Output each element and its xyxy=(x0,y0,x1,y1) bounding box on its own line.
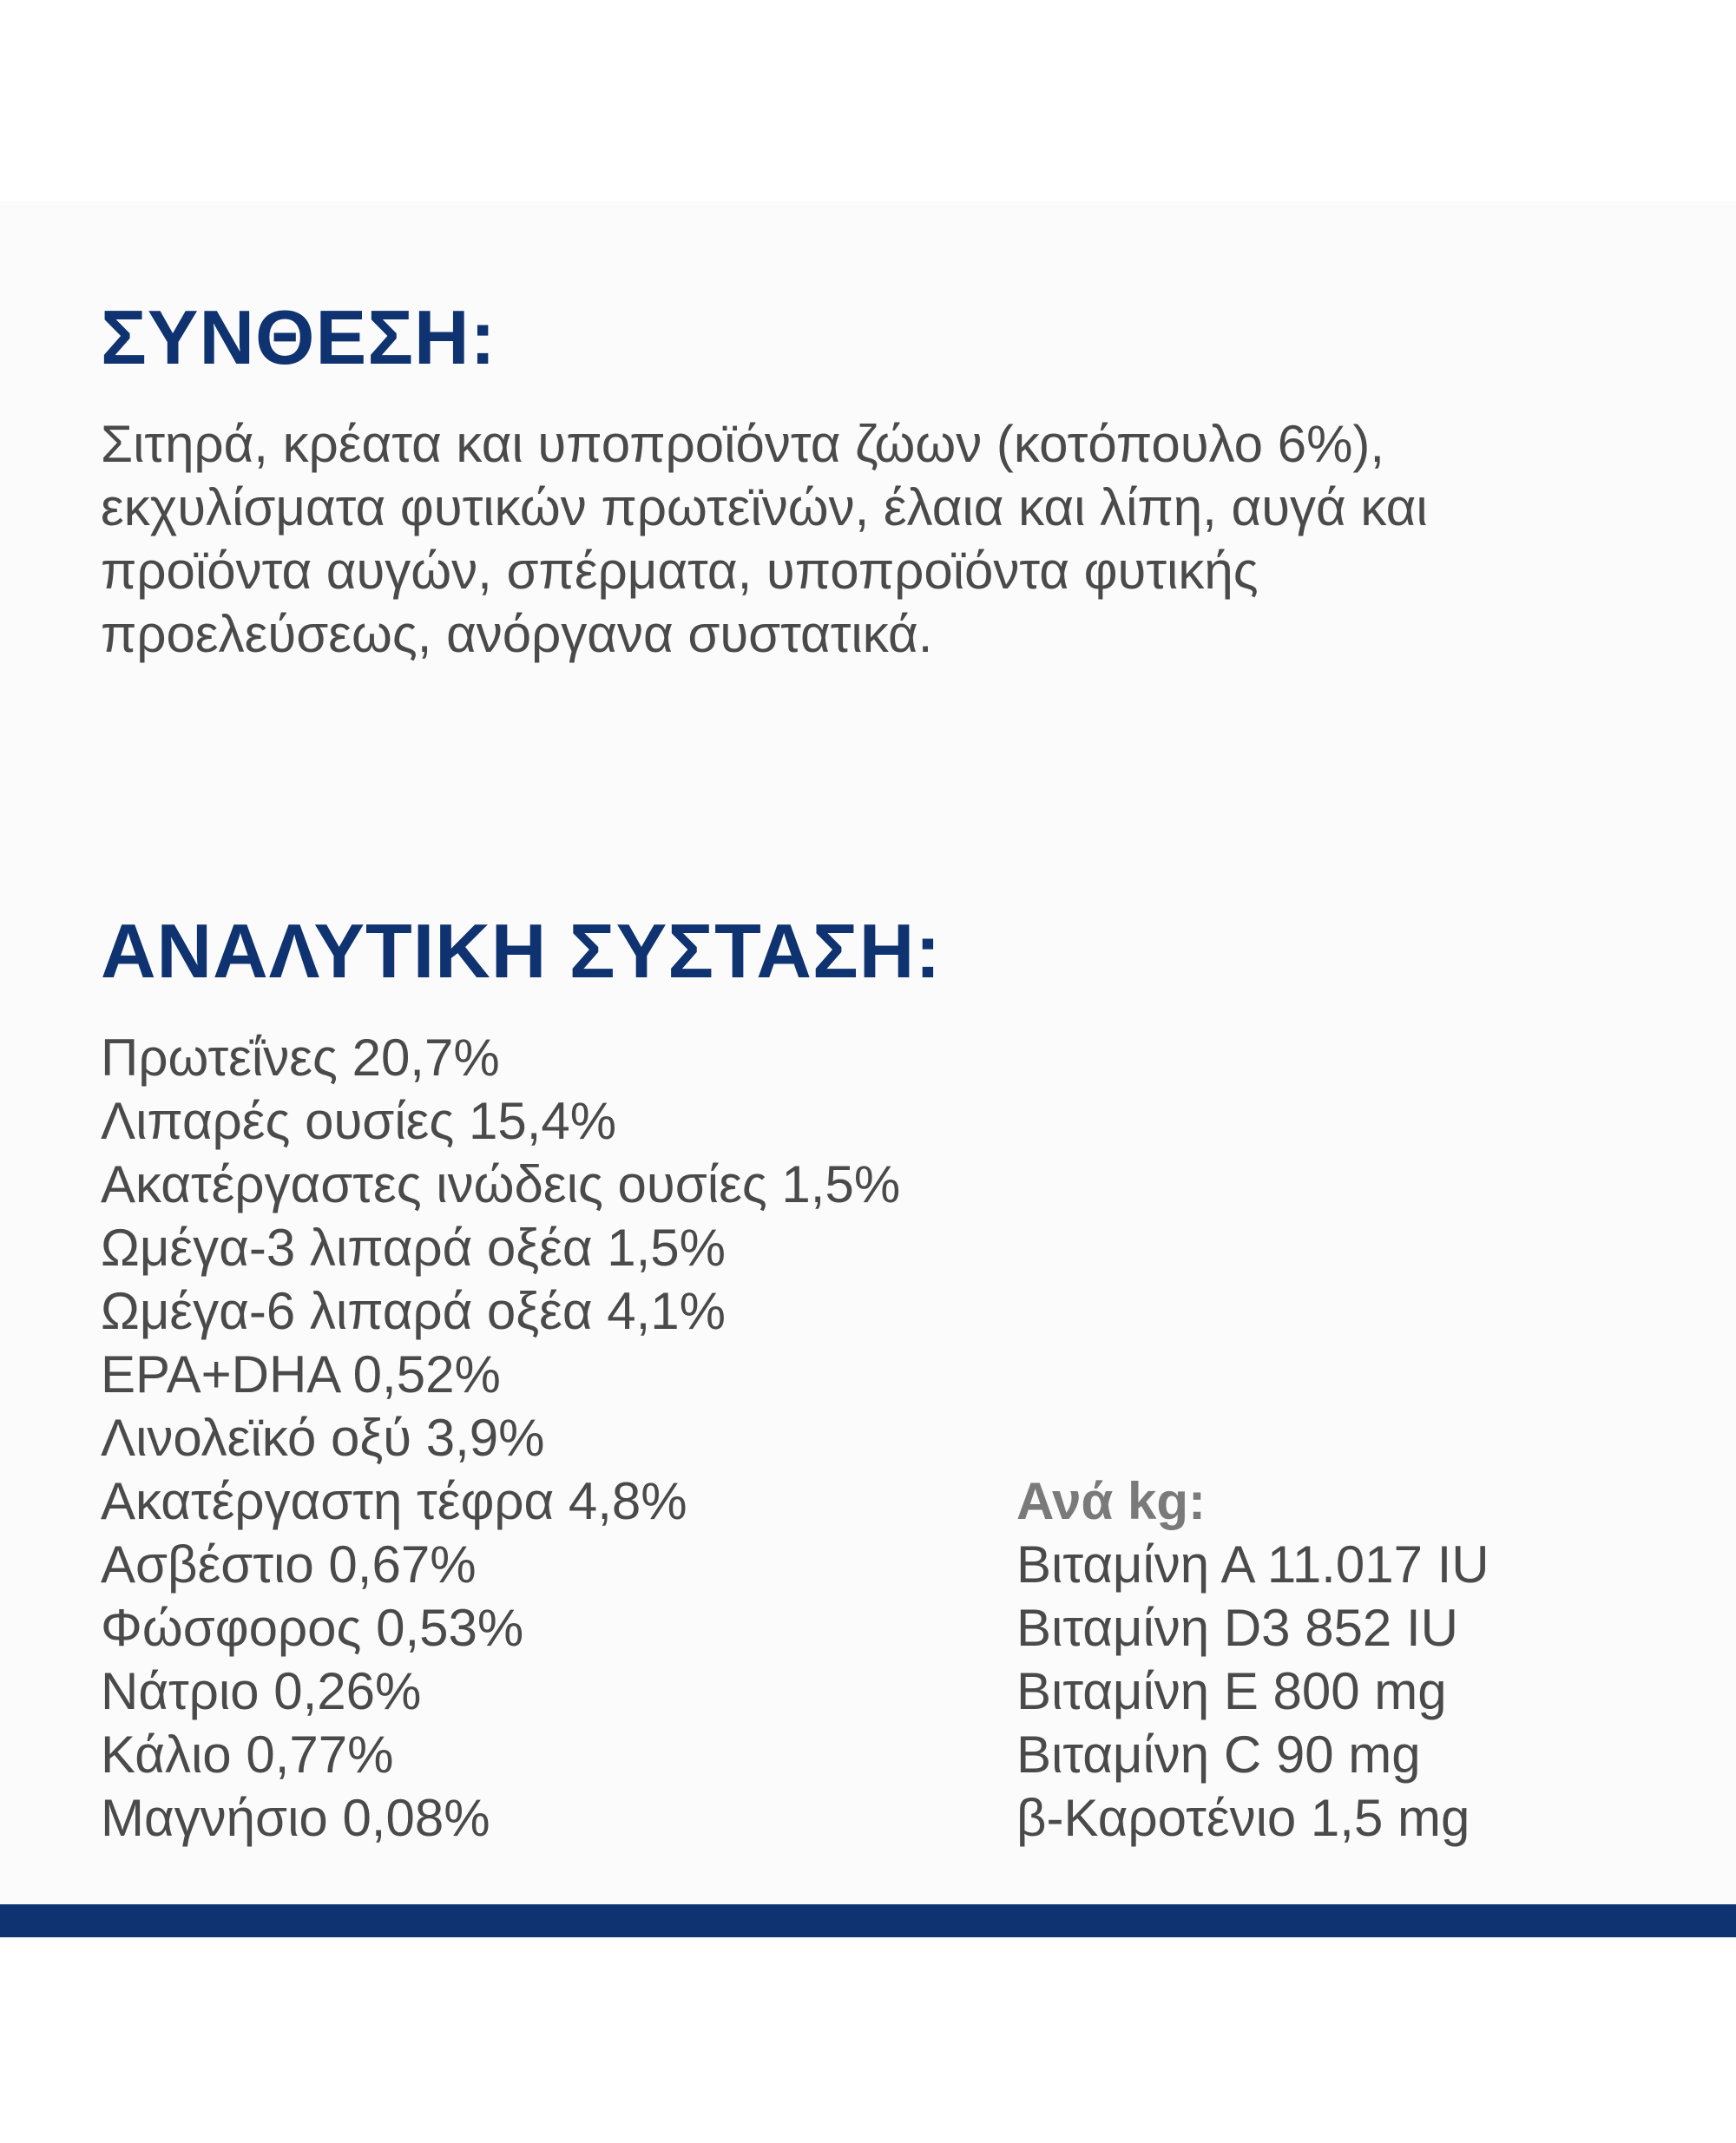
composition-line: προϊόντα αυγών, σπέρματα, υποπροϊόντα φυτικής xyxy=(101,542,1259,600)
analytical-item: Λιπαρές ουσίες 15,4% xyxy=(101,1092,617,1150)
analytical-heading: ΑΝΑΛΥΤΙΚΗ ΣΥΣΤΑΣΗ: xyxy=(101,908,942,994)
vitamin-item: Βιταμίνη C 90 mg xyxy=(1016,1726,1421,1784)
analytical-list xyxy=(101,1026,900,1850)
analytical-item: Ωμέγα-6 λιπαρά οξέα 4,1% xyxy=(101,1282,727,1340)
vitamin-item: Βιταμίνη D3 852 IU xyxy=(1016,1599,1458,1657)
analytical-item: Ακατέργαστες ινώδεις ουσίες 1,5% xyxy=(101,1155,901,1213)
analytical-item: Μαγνήσιο 0,08% xyxy=(101,1789,490,1847)
composition-line: προελεύσεως, ανόργανα συστατικά. xyxy=(101,605,933,663)
analytical-item: Πρωτεΐνες 20,7% xyxy=(101,1029,500,1087)
analytical-item: Νάτριο 0,26% xyxy=(101,1662,422,1720)
analytical-item: Ωμέγα-3 λιπαρά οξέα 1,5% xyxy=(101,1219,727,1277)
vitamins-header: Ανά kg: xyxy=(1016,1472,1207,1530)
analytical-item: Λινολεϊκό οξύ 3,9% xyxy=(101,1409,545,1467)
vitamin-item: Βιταμίνη Α 11.017 IU xyxy=(1016,1535,1489,1594)
composition-line: εκχυλίσματα φυτικών πρωτεϊνών, έλαια και λίπη, αυγά και xyxy=(101,478,1428,536)
vitamin-item: Βιταμίνη Ε 800 mg xyxy=(1016,1662,1447,1720)
footer-bar xyxy=(0,1904,1736,1937)
vitamin-item: β-Καροτένιο 1,5 mg xyxy=(1016,1789,1470,1847)
analytical-item: Ακατέργαστη τέφρα 4,8% xyxy=(101,1472,687,1530)
vitamins-list xyxy=(1016,1469,1489,1850)
composition-heading: ΣΥΝΘΕΣΗ: xyxy=(101,294,496,380)
analytical-item: Κάλιο 0,77% xyxy=(101,1726,394,1784)
analytical-item: Φώσφορος 0,53% xyxy=(101,1599,524,1657)
analytical-item: EPA+DHA 0,52% xyxy=(101,1345,501,1403)
analytical-item: Ασβέστιο 0,67% xyxy=(101,1535,477,1594)
composition-text xyxy=(101,412,1428,666)
composition-line: Σιτηρά, κρέατα και υποπροϊόντα ζώων (κοτόπουλο 6%), xyxy=(101,415,1385,473)
